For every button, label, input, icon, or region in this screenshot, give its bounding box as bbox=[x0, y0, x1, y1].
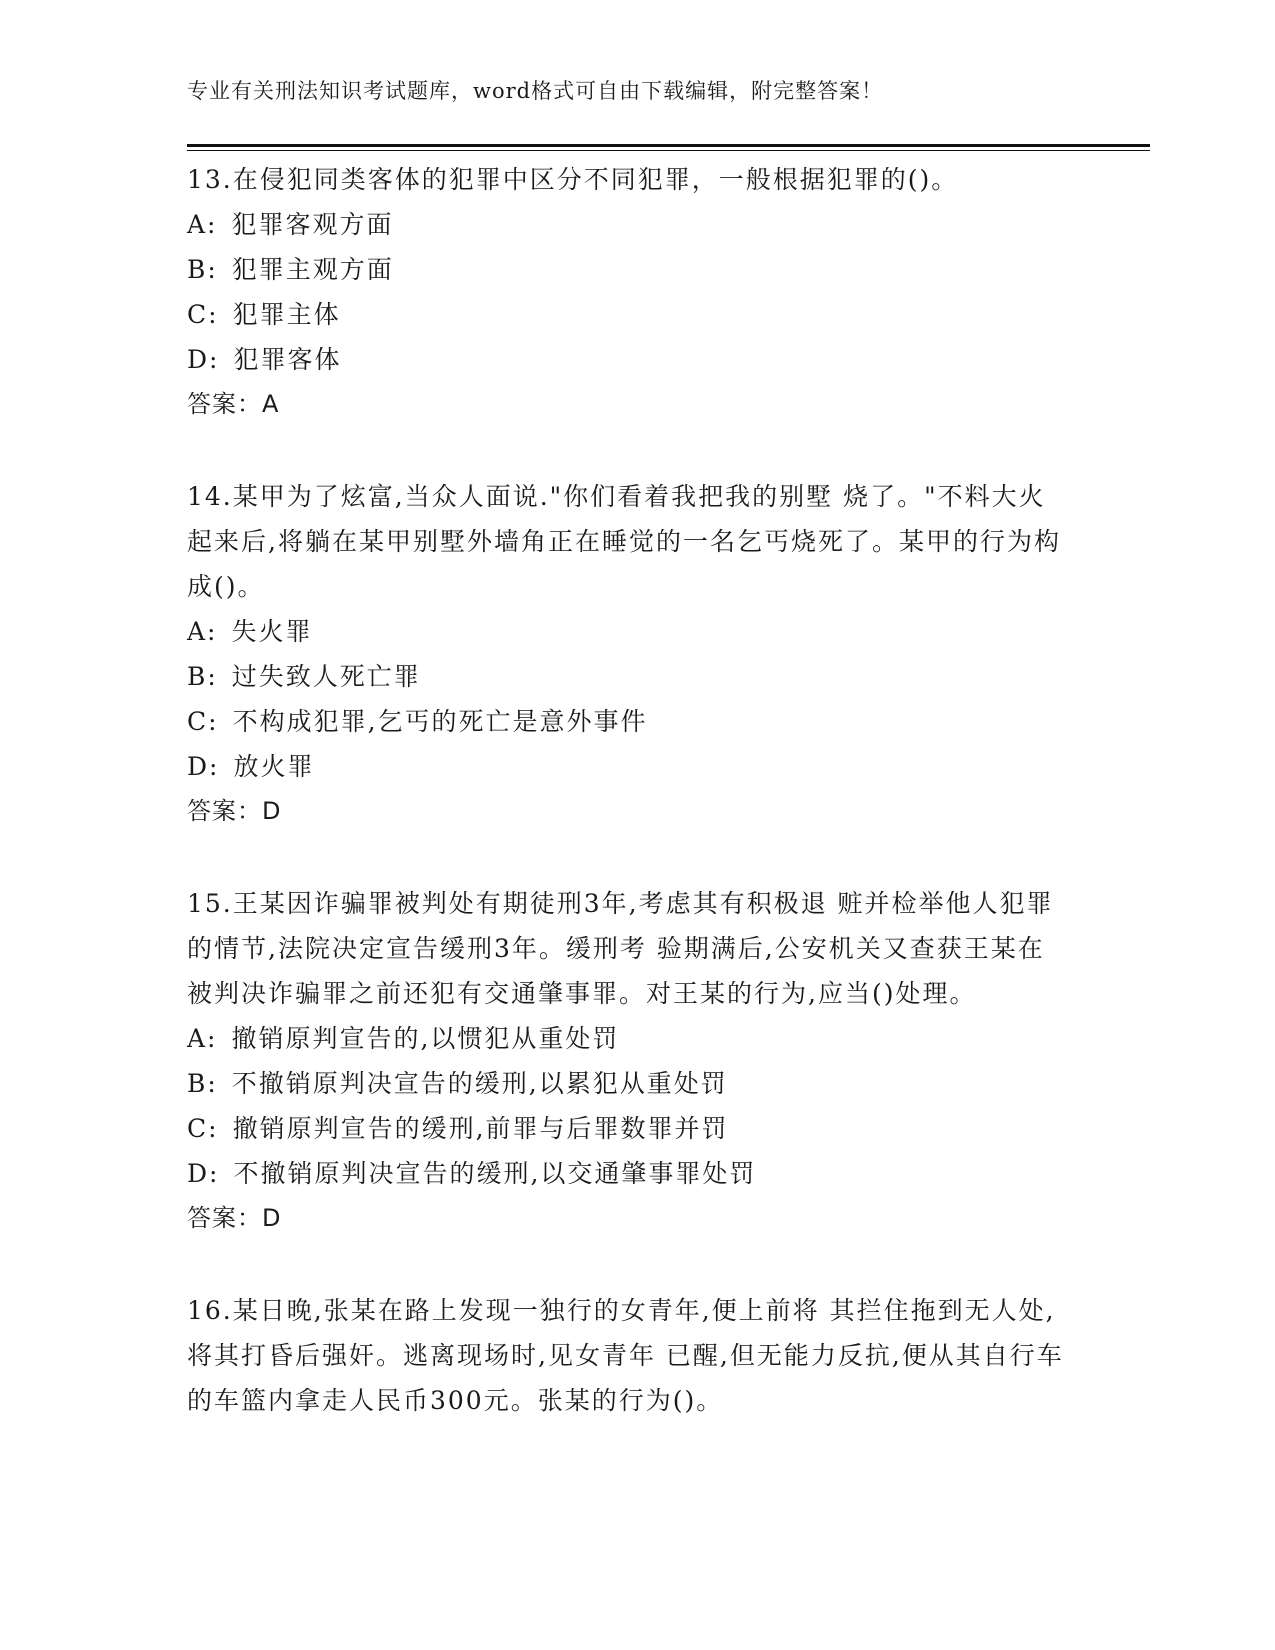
option-letter: A: bbox=[187, 210, 218, 239]
option-d bbox=[187, 744, 1067, 789]
option-text: 不撤销原判决宣告的缓刑,以累犯从重处罚 bbox=[231, 1069, 728, 1098]
document-header: 专业有关刑法知识考试题库，word格式可自由下载编辑，附完整答案！ bbox=[187, 79, 884, 103]
option-a bbox=[187, 1016, 1067, 1061]
answer-line: 答案：D bbox=[187, 1204, 282, 1232]
option-letter: A: bbox=[187, 1024, 218, 1053]
option-text: 不撤销原判决宣告的缓刑,以交通肇事罪处罚 bbox=[233, 1159, 757, 1188]
question-stem: 13.在侵犯同类客体的犯罪中区分不同犯罪，一般根据犯罪的()。 bbox=[187, 165, 959, 194]
option-text: 犯罪主观方面 bbox=[231, 255, 394, 284]
question-13 bbox=[187, 157, 1067, 427]
option-c bbox=[187, 699, 1067, 744]
question-list bbox=[187, 157, 1067, 1470]
option-a bbox=[187, 609, 1067, 654]
option-b bbox=[187, 654, 1067, 699]
option-c bbox=[187, 292, 1067, 337]
question-stem: 15.王某因诈骗罪被判处有期徒刑3年,考虑其有积极退 赃并检举他人犯罪的情节,法院决定宣告缓刑3年。缓刑考 验期满后,公安机关又查获王某在被判决诈骗罪之前还犯有交通肇事罪。对王某的行为,应当()处理。 bbox=[187, 889, 1054, 1008]
option-text: 过失致人死亡罪 bbox=[231, 662, 421, 691]
option-text: 犯罪客观方面 bbox=[231, 210, 394, 239]
option-letter: B: bbox=[187, 255, 218, 284]
option-text: 失火罪 bbox=[231, 617, 313, 646]
question-stem: 14.某甲为了炫富,当众人面说."你们看着我把我的别墅 烧了。"不料大火起来后,将躺在某甲别墅外墙角正在睡觉的一名乞丐烧死了。某甲的行为构成()。 bbox=[187, 482, 1061, 601]
option-text: 犯罪客体 bbox=[233, 345, 342, 374]
option-letter: B: bbox=[187, 662, 218, 691]
option-d bbox=[187, 1151, 1067, 1196]
option-letter: C: bbox=[187, 300, 219, 329]
option-a bbox=[187, 202, 1067, 247]
option-letter: D: bbox=[187, 752, 220, 781]
option-letter: B: bbox=[187, 1069, 218, 1098]
option-letter: D: bbox=[187, 1159, 220, 1188]
option-b bbox=[187, 1061, 1067, 1106]
option-text: 放火罪 bbox=[233, 752, 315, 781]
option-letter: A: bbox=[187, 617, 218, 646]
option-c bbox=[187, 1106, 1067, 1151]
question-15 bbox=[187, 881, 1067, 1241]
question-16 bbox=[187, 1288, 1067, 1423]
header-rule-thin bbox=[187, 150, 1150, 151]
option-letter: C: bbox=[187, 707, 219, 736]
header-rule-thick bbox=[187, 144, 1150, 147]
answer-line: 答案：A bbox=[187, 390, 280, 418]
option-text: 犯罪主体 bbox=[232, 300, 341, 329]
question-stem: 16.某日晚,张某在路上发现一独行的女青年,便上前将 其拦住拖到无人处,将其打昏后强奸。逃离现场时,见女青年 已醒,但无能力反抗,便从其自行车的车篮内拿走人民币300元。张某的行为()。 bbox=[187, 1296, 1064, 1415]
option-b bbox=[187, 247, 1067, 292]
option-letter: D: bbox=[187, 345, 220, 374]
question-14 bbox=[187, 474, 1067, 834]
option-text: 不构成犯罪,乞丐的死亡是意外事件 bbox=[232, 707, 648, 736]
option-text: 撤销原判宣告的,以惯犯从重处罚 bbox=[231, 1024, 620, 1053]
option-letter: C: bbox=[187, 1114, 219, 1143]
option-d bbox=[187, 337, 1067, 382]
option-text: 撤销原判宣告的缓刑,前罪与后罪数罪并罚 bbox=[232, 1114, 729, 1143]
answer-line: 答案：D bbox=[187, 797, 282, 825]
